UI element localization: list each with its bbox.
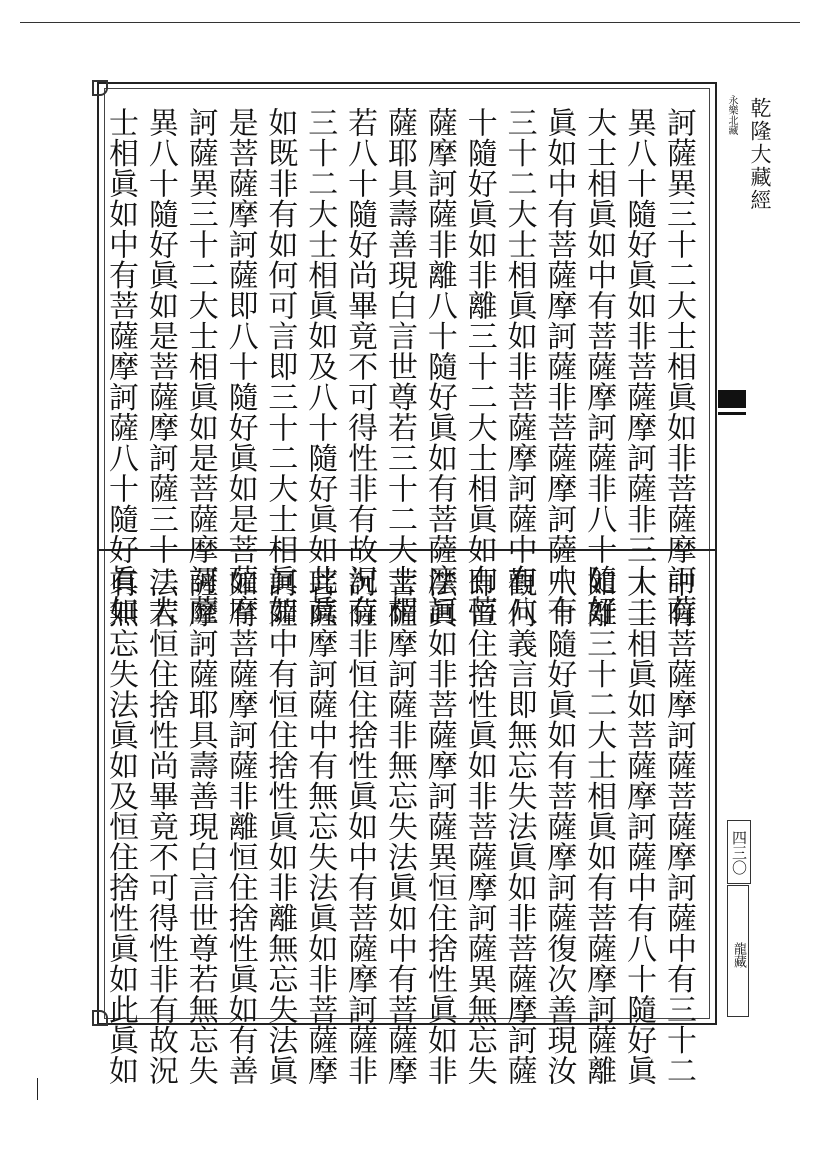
text-column: 是菩薩摩訶薩即八十隨好眞如是菩薩摩 [222,107,258,626]
text-column: 訶薩非恒住捨性眞如中有菩薩摩訶薩非 [342,567,378,1086]
page-tab-line [718,412,746,415]
text-column: 薩摩訶薩非離八十隨好眞如有菩薩摩訶 [421,107,457,626]
text-column: 異八十隨好眞如是菩薩摩訶薩三十二大 [142,107,178,626]
text-column: 訶薩中有恒住捨性眞如非離無忘失法眞 [262,567,298,1086]
top-rule [20,22,800,23]
text-column: 中有菩薩摩訶薩菩薩摩訶薩中有三十二 [661,567,696,1086]
text-column: 訶薩異三十二大士相眞如非菩薩摩訶薩 [661,107,696,626]
text-column: 三十二大士相眞如非菩薩摩訶薩中有八 [501,107,537,626]
text-column: 觀何義言即無忘失法眞如非菩薩摩訶薩 [501,567,537,1086]
series-label: 永樂北藏 [726,95,737,135]
text-column: 訶薩異三十二大士相眞如是菩薩摩訶薩 [182,107,218,626]
text-column: 異八十隨好眞如非菩薩摩訶薩非三十二 [621,107,657,626]
text-column: 大士相眞如中有菩薩摩訶薩非八十隨好 [581,107,617,626]
corner-ornament-top-left [92,80,108,96]
text-column: 若八十隨好尚畢竟不可得性非有故況有 [342,107,378,626]
text-column: 薩摩訶薩耶具壽善現白言世尊若無忘失 [182,567,218,1086]
volume-label: 龍藏 [727,885,749,1017]
text-column: 菩薩摩訶薩中有無忘失法眞如非菩薩摩 [302,567,338,1086]
text-column: 大士相眞如菩薩摩訶薩中有八十隨好眞 [621,567,657,1086]
text-column: 菩薩摩訶薩非無忘失法眞如中有菩薩摩 [382,567,417,1086]
text-column: 有無忘失法眞如及恒住捨性眞如此眞如 [103,567,138,1086]
text-column: 八十隨好眞如有菩薩摩訶薩復次善現汝 [541,567,577,1086]
margin-mark [37,1078,38,1100]
text-column: 法若恒住捨性尚畢竟不可得性非有故況 [142,567,178,1086]
book-title: 乾隆大藏經 [748,97,772,212]
text-column: 法眞如非菩薩摩訶薩異恒住捨性眞如非 [421,567,457,1086]
text-column: 如有菩薩摩訶薩非離恒住捨性眞如有善 [222,567,258,1086]
text-column: 十隨好眞如非離三十二大士相眞如有菩 [461,107,497,626]
text-column: 士相眞如中有菩薩摩訶薩八十隨好眞如 [103,107,138,626]
text-column: 三十二大士相眞如及八十隨好眞如此眞 [302,107,338,626]
text-column: 即恒住捨性眞如非菩薩摩訶薩異無忘失 [461,567,497,1086]
page-tab-marker [718,390,746,408]
text-column: 如既非有如何可言即三十二大士相眞如 [262,107,298,626]
page-number: 四三〇 [727,820,751,884]
text-column: 如離三十二大士相眞如有菩薩摩訶薩離 [581,567,617,1086]
text-column: 薩耶具壽善現白言世尊若三十二大士相 [382,107,417,626]
text-column: 眞如中有菩薩摩訶薩非菩薩摩訶薩中有 [541,107,577,626]
